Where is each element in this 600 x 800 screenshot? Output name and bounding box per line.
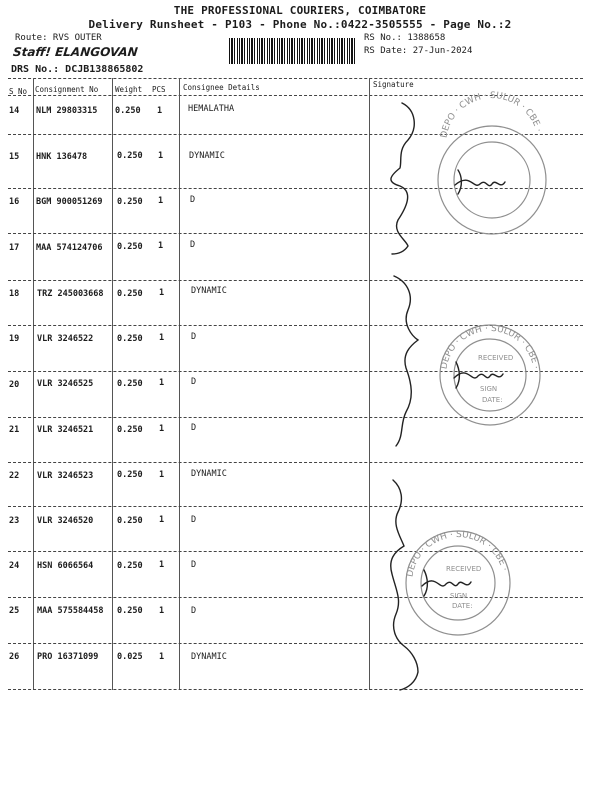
row-pcs: 1: [159, 470, 165, 480]
row-pcs: 1: [157, 106, 163, 116]
row-sno: 17: [9, 243, 20, 253]
row-pcs: 1: [158, 151, 164, 161]
col-header-sno: S No: [9, 87, 28, 96]
row-consignment: VLR 3246520: [37, 516, 94, 526]
row-weight: 0.250: [115, 106, 141, 116]
row-consignment: VLR 3246521: [37, 425, 94, 435]
row-consignee: D: [191, 560, 197, 570]
row-consignment: VLR 3246525: [37, 379, 94, 389]
row-sno: 16: [9, 197, 20, 207]
row-weight: 0.250: [117, 606, 143, 616]
company-title: THE PROFESSIONAL COURIERS, COIMBATORE: [173, 4, 427, 17]
col-header-consignment: Consignment No: [35, 85, 99, 94]
row-consignment: HNK 136478: [36, 152, 88, 162]
stamp-sign-text: SIGN: [450, 592, 468, 600]
row-pcs: 1: [159, 560, 165, 570]
row-weight: 0.250: [117, 151, 143, 161]
col-header-consignee: Consignee Details: [183, 83, 260, 92]
row-consignee: DYNAMIC: [191, 286, 227, 296]
row-consignee: D: [190, 240, 196, 250]
row-consignee: DYNAMIC: [191, 469, 227, 479]
row-sno: 21: [9, 425, 20, 435]
row-consignee: D: [191, 515, 197, 525]
row-weight: 0.250: [117, 470, 143, 480]
initials-signature-1: [455, 170, 505, 194]
row-weight: 0.250: [117, 197, 143, 207]
stamp-ring-text: DEPO · CWH · SULUR · CBE ·: [439, 323, 541, 371]
depot-stamp-1: [438, 91, 546, 234]
signature-bracket-1: [391, 103, 414, 254]
row-consignee: D: [191, 423, 197, 433]
row-consignee: DYNAMIC: [189, 151, 225, 161]
row-consignment: VLR 3246522: [37, 334, 94, 344]
col-header-pcs: PCS: [152, 85, 166, 94]
row-sno: 19: [9, 334, 20, 344]
runsheet-subtitle: Delivery Runsheet - P103 - Phone No.:0422-3505555 - Page No.:2: [88, 18, 512, 31]
row-consignee: D: [190, 195, 196, 205]
route-label: Route: RVS OUTER: [15, 33, 102, 43]
stamp-date-text: DATE:: [452, 602, 473, 610]
row-pcs: 1: [159, 606, 165, 616]
row-pcs: 1: [159, 424, 165, 434]
row-weight: 0.250: [117, 425, 143, 435]
svg-text:DEPO · CWH · SULUR · CBE ·: [439, 324, 540, 370]
row-sno: 20: [9, 380, 20, 390]
row-sno: 26: [9, 652, 20, 662]
depot-stamp-3: [405, 530, 510, 635]
row-weight: 0.250: [117, 289, 143, 299]
row-weight: 0.250: [117, 379, 143, 389]
stamp-sign-text: SIGN: [480, 385, 498, 393]
row-weight: 0.250: [117, 334, 143, 344]
signature-bracket-3: [391, 480, 418, 690]
stamp-ring-text: DEPO · CWH · SULUR · CBE ·: [405, 529, 510, 578]
depot-stamp-2: [439, 324, 540, 425]
row-consignment: TRZ 245003668: [37, 289, 104, 299]
row-sno: 15: [9, 152, 20, 162]
row-consignee: DYNAMIC: [191, 652, 227, 662]
row-consignment: MAA 575584458: [37, 606, 104, 616]
row-pcs: 1: [158, 196, 164, 206]
stamp-ring-text: DEPO · CWH · SULUR · CBE ·: [439, 90, 544, 139]
signature-bracket-2: [394, 276, 418, 446]
row-pcs: 1: [158, 241, 164, 251]
row-sno: 18: [9, 289, 20, 299]
row-weight: 0.250: [117, 242, 143, 252]
rs-number: RS No.: 1388658: [364, 33, 446, 43]
row-consignee: D: [191, 606, 197, 616]
row-consignee: D: [191, 377, 197, 387]
svg-text:DEPO · CWH · SULUR · CBE ·: [439, 91, 543, 139]
col-header-signature: Signature: [373, 80, 414, 89]
row-sno: 14: [9, 106, 20, 116]
stamp-received-text: RECEIVED: [446, 565, 482, 573]
row-sno: 25: [9, 606, 20, 616]
row-pcs: 1: [159, 288, 165, 298]
rs-date: RS Date: 27-Jun-2024: [364, 46, 473, 56]
row-consignment: MAA 574124706: [36, 243, 103, 253]
row-weight: 0.025: [117, 652, 143, 662]
stamp-received-text: RECEIVED: [478, 354, 514, 362]
row-consignment: PRO 16371099: [37, 652, 99, 662]
row-consignment: NLM 29803315: [36, 106, 98, 116]
row-weight: 0.250: [117, 516, 143, 526]
row-sno: 22: [9, 471, 20, 481]
staff-label: Staff! ELANGOVAN: [12, 45, 139, 59]
row-consignee: HEMALATHA: [188, 104, 235, 114]
row-pcs: 1: [159, 515, 165, 525]
row-sno: 24: [9, 561, 20, 571]
row-consignment: HSN 6066564: [37, 561, 94, 571]
row-consignment: BGM 900051269: [36, 197, 103, 207]
row-sno: 23: [9, 516, 20, 526]
drs-number: DRS No.: DCJB138865802: [11, 64, 144, 75]
row-consignee: D: [191, 332, 197, 342]
row-consignment: VLR 3246523: [37, 471, 94, 481]
col-header-weight: Weight: [115, 85, 143, 94]
row-pcs: 1: [159, 333, 165, 343]
row-pcs: 1: [159, 652, 165, 662]
stamp-date-text: DATE:: [482, 396, 503, 404]
row-pcs: 1: [159, 378, 165, 388]
row-weight: 0.250: [117, 561, 143, 571]
